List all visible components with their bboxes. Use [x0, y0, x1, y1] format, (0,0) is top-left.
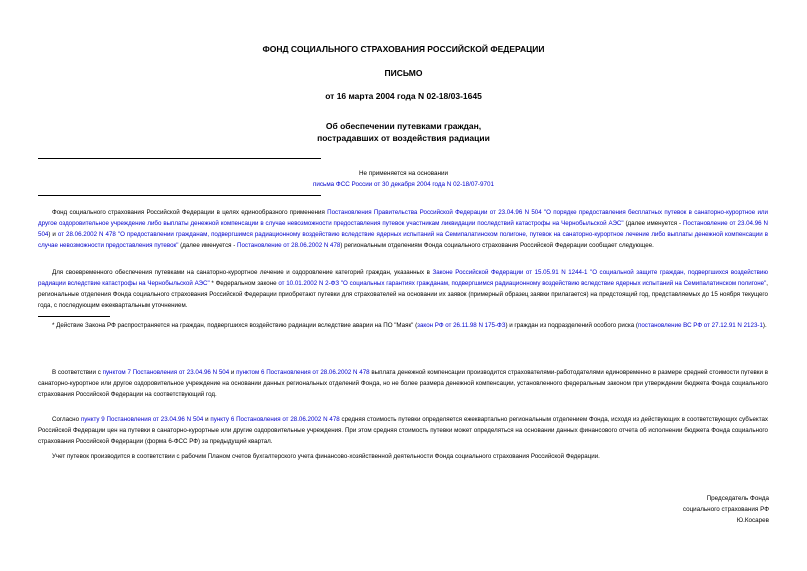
paragraph-4: [38, 414, 768, 447]
footnote-separator: [38, 316, 110, 317]
p1-text-2: (далее именуется -: [623, 220, 683, 227]
document-type: ПИСЬМО: [384, 68, 423, 78]
p3-link-item7-504[interactable]: пунктом 7 Постановления от 23.04.96 N 504: [102, 369, 230, 376]
p3-text-1: В соответствии с: [52, 369, 103, 376]
fn-text-3: ).: [762, 322, 767, 329]
paragraph-3: [38, 367, 768, 400]
paragraph-2: [38, 267, 768, 311]
status-note-line2: [0, 181, 807, 188]
p1-link-decree-478-short[interactable]: Постановление от 28.06.2002 N 478: [237, 242, 341, 249]
footnote: [38, 320, 768, 331]
organization-heading: ФОНД СОЦИАЛЬНОГО СТРАХОВАНИЯ РОССИЙСКОЙ ФЕДЕРАЦИИ: [262, 44, 545, 54]
p3-text-3: выплата денежной компенсации производится страхователями-работодателями единовременно в размере средней стоимости путевки в санаторно-курортное или другое оздоровительное учреждение на основании данных региональных отделений Фонда, но не более размера денежной компенсации, установленного федеральным законом при утверждении бюджета Фонда социального страхования Российской Федерации на соответствующий год.: [38, 369, 769, 398]
signature-block: [683, 493, 769, 526]
signature-position: Председатель Фонда: [706, 495, 769, 502]
fn-link-resolution-2123[interactable]: постановление ВС РФ от 27.12.91 N 2123-1: [638, 322, 763, 329]
p2-link-law-2fz[interactable]: от 10.01.2002 N 2-ФЗ "О социальных гарантиях гражданам, подвергшимся радиационному воздействию вследствие ядерных испытаний на Семипалатинском полигоне": [278, 280, 767, 287]
p1-link-decree-504-short[interactable]: Постановление от 23.04.96 N 504: [38, 220, 768, 238]
p2-text-2: * Федеральном законе: [209, 280, 279, 287]
signature-name: Ю.Косарев: [736, 517, 769, 524]
signature-organization: социального страхования РФ: [682, 506, 769, 513]
p1-text-3: ) и: [48, 231, 58, 238]
p2-link-law-1244[interactable]: Законе Российской Федерации от 15.05.91 N 1244-1 "О социальной защите граждан, подвергшихся воздействию радиации вследствие катастрофы на Чернобыльской АЭС": [38, 269, 768, 287]
divider-top: [38, 158, 321, 159]
status-note-link[interactable]: письма ФСС России от 30 декабря 2004 года N 02-18/07-9701: [312, 181, 495, 188]
p3-text-2: и: [229, 369, 237, 376]
p1-text-1: Фонд социального страхования Российской Федерации в целях единообразного применения: [52, 209, 328, 216]
p4-text-2: и: [203, 416, 211, 423]
status-note-text: Не применяется на основании: [358, 170, 448, 177]
paragraph-5: Учет путевок производится в соответствии с рабочим Планом счетов бухгалтерского учета финансово-хозяйственной деятельности Фонда социального страхования Российской Федерации.: [52, 453, 600, 460]
p2-text-3: , региональные отделения Фонда социального страхования Российской Федерации приобретают путевки для страхователей на основании их заявок (примерный образец заявки прилагается) на предстоящий год, представляемых до 15 ноября текущего года, с последующим ежеквартальным уточнением.: [38, 280, 768, 309]
divider-bottom: [38, 195, 321, 196]
document-title-line2: пострадавших от воздействия радиации: [317, 133, 490, 143]
fn-link-law-175[interactable]: закон РФ от 26.11.98 N 175-ФЗ: [417, 322, 506, 329]
paragraph-1: [38, 207, 768, 251]
p4-text-1: Согласно: [52, 416, 81, 423]
p3-link-item6-478[interactable]: пунктом 6 Постановления от 28.06.2002 N 478: [236, 369, 370, 376]
document-title-line1: Об обеспечении путевками граждан,: [325, 121, 482, 131]
p4-text-3: средняя стоимость путевки определяется ежеквартально региональным отделением Фонда, исходя из действующих в соответствующих субъектах Российской Федерации цен на путевки в санаторно-курортные или другие оздоровительные учреждения. При этом средняя стоимость путевки может определяться на основании данных финансового отчета об исполнении бюджета Фонда социального страхования Российской Федерации (форма 6-ФСС РФ) за предыдущий квартал.: [38, 416, 768, 445]
p2-text-1: Для своевременного обеспечения путевками на санаторно-курортное лечение и оздоровление категорий граждан, указанных в: [52, 269, 433, 276]
document-date: от 16 марта 2004 года N 02-18/03-1645: [325, 91, 482, 101]
p1-text-5: ) региональным отделениям Фонда социального страхования Российской Федерации сообщает следующее.: [340, 242, 654, 249]
fn-text-2: ) и граждан из подразделений особого риска (: [505, 322, 638, 329]
p4-link-item6-478[interactable]: пункту 6 Постановления от 28.06.2002 N 478: [210, 416, 340, 423]
p1-text-4: (далее именуется -: [178, 242, 238, 249]
p1-link-decree-478[interactable]: от 28.06.2002 N 478 "О предоставлении гражданам, подвергшимся радиационному воздействию вследствие ядерных испытаний на Семипалатинском полигоне, путевок на санаторно-курортное лечение либо выплаты денежной компенсации в случае невозможности предоставления путевок": [38, 231, 768, 249]
fn-text-1: * Действие Закона РФ распространяется на граждан, подвергшихся воздействию радиации вследствие аварии на ПО "Маяк" (: [52, 322, 418, 329]
p4-link-item9-504[interactable]: пункту 9 Постановления от 23.04.96 N 504: [80, 416, 204, 423]
p1-link-decree-504[interactable]: Постановления Правительства Российской Федерации от 23.04.96 N 504 "О порядке предоставления бесплатных путевок в санаторно-курортное или другое оздоровительное учреждение либо выплаты денежной компенсации в случае невозможности предоставления путевок участникам ликвидации последствий катастрофы на Чернобыльской АЭС": [38, 209, 768, 227]
